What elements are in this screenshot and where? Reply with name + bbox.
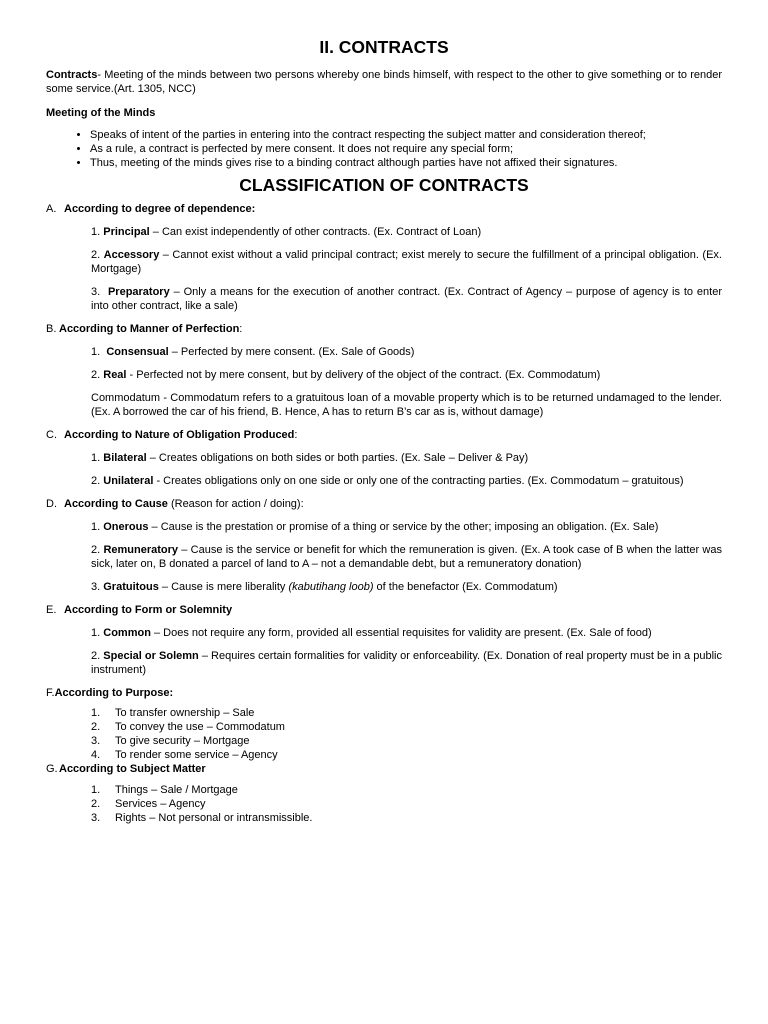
item-name: Consensual [106, 346, 169, 358]
definition-term: Contracts [46, 69, 98, 81]
section-d-item [91, 543, 722, 571]
section-letter: F. [46, 687, 55, 699]
item-text-tail: of the benefactor (Ex. Commodatum) [373, 581, 558, 593]
section-d-heading [46, 497, 722, 511]
section-label: According to Purpose: [54, 687, 174, 699]
section-f-heading [46, 686, 722, 700]
section-d-item [91, 520, 722, 534]
section-letter: B. [46, 323, 57, 335]
section-letter: A. [46, 203, 57, 215]
item-number: 2. [91, 369, 101, 381]
document-title: II. CONTRACTS [319, 37, 449, 57]
item-number: 1. [91, 521, 101, 533]
list-item: 2. Services – Agency [91, 798, 206, 810]
section-a-item [91, 225, 722, 239]
item-number: 1. [91, 226, 101, 238]
item-name: Accessory [103, 249, 160, 261]
item-name: Special or Solemn [103, 650, 199, 662]
item-text: - Perfected not by mere consent, but by delivery of the object of the contract. (Ex. Commodatum) [126, 369, 601, 381]
item-number: 2. [91, 475, 101, 487]
item-name: Principal [103, 226, 150, 238]
item-number: 1. [91, 627, 101, 639]
item-text: – Only a means for the execution of another contract. (Ex. Contract of Agency – purpose of agency is to enter into other contract, like a sale) [91, 286, 722, 312]
list-item: 3. To give security – Mortgage [91, 735, 250, 747]
commodatum-note: Commodatum - Commodatum refers to a gratuitous loan of a movable property which is to be returned undamaged to the lender. (Ex. A borrowed the car of his friend, B. Hence, A has to return B’s car as is, without damage) [91, 392, 722, 418]
definition-text: - Meeting of the minds between two persons whereby one binds himself, with respect to the other to give something or to render some service.(Art. 1305, NCC) [46, 69, 722, 95]
item-text: – Creates obligations on both sides or both parties. (Ex. Sale – Deliver & Pay) [146, 452, 529, 464]
section-label: According to Nature of Obligation Produced [64, 429, 295, 441]
section-d-item [91, 580, 722, 594]
item-number: 3. [91, 581, 101, 593]
item-text: – Cause is mere liberality [158, 581, 289, 593]
item-number: 1. [91, 346, 101, 358]
item-number: 2. [91, 249, 101, 261]
section-label: According to Cause [64, 498, 168, 510]
item-text: – Can exist independently of other contracts. (Ex. Contract of Loan) [149, 226, 482, 238]
item-name: Common [103, 627, 151, 639]
meeting-bullet: • As a rule, a contract is perfected by mere consent. It does not require any special form; [90, 142, 722, 156]
section-b-item [91, 345, 722, 359]
section-e-heading [46, 603, 722, 617]
section-suffix: : [239, 323, 243, 335]
item-text: - Creates obligations only on one side or only one of the contracting parties. (Ex. Commodatum – gratuitous) [153, 475, 684, 487]
section-g-heading [46, 762, 722, 776]
item-name: Remuneratory [103, 544, 179, 556]
meeting-bullet: • Thus, meeting of the minds gives rise to a binding contract although parties have not affixed their signatures. [90, 156, 722, 170]
section-label: According to degree of dependence: [64, 203, 256, 215]
item-text: – Perfected by mere consent. (Ex. Sale of Goods) [168, 346, 415, 358]
section-letter: G. [46, 763, 58, 775]
section-c-heading [46, 428, 722, 442]
section-e-item [91, 649, 722, 677]
subject-matter-list [46, 783, 722, 825]
list-item: 3. Rights – Not personal or intransmissible. [91, 812, 313, 824]
item-name: Preparatory [107, 286, 170, 298]
item-name: Real [103, 369, 127, 381]
item-name: Unilateral [103, 475, 154, 487]
item-number: 2. [91, 650, 101, 662]
item-italic: (kabutihang loob) [288, 581, 374, 593]
section-e-item [91, 626, 722, 640]
list-item: 2. To convey the use – Commodatum [91, 721, 285, 733]
item-number: 3. [91, 286, 101, 298]
section-suffix: : [294, 429, 298, 441]
item-text: – Does not require any form, provided all essential requisites for validity are present. (Ex. Sale of food) [150, 627, 652, 639]
section-label: According to Form or Solemnity [64, 604, 233, 616]
meeting-bullets [46, 128, 722, 170]
section-a-item [91, 285, 722, 313]
list-item: 1. To transfer ownership – Sale [91, 707, 255, 719]
classification-title: CLASSIFICATION OF CONTRACTS [239, 175, 529, 195]
section-c-item [91, 451, 722, 465]
item-text: – Cause is the prestation or promise of a thing or service by the other; imposing an obligation. (Ex. Sale) [148, 521, 659, 533]
item-number: 1. [91, 452, 101, 464]
section-b-item [91, 368, 722, 382]
section-b-heading [46, 322, 722, 336]
section-letter: E. [46, 604, 57, 616]
item-name: Bilateral [103, 452, 147, 464]
meeting-bullet: • Speaks of intent of the parties in entering into the contract respecting the subject matter and consideration thereof; [90, 128, 722, 142]
section-a-heading [46, 202, 722, 216]
section-label: According to Subject Matter [59, 763, 206, 775]
list-item: 1. Things – Sale / Mortgage [91, 784, 238, 796]
section-label: According to Manner of Perfection [59, 323, 240, 335]
section-letter: C. [46, 429, 57, 441]
item-text: – Cannot exist without a valid principal contract; exist merely to secure the fulfillment of a principal obligation. (Ex. Mortgage) [91, 249, 722, 275]
purpose-list [46, 706, 722, 762]
meeting-heading: Meeting of the Minds [46, 107, 156, 119]
item-text: – Cause is the service or benefit for which the remuneration is given. (Ex. A took case of B when the latter was sick, later on, B donated a parcel of land to A – not a demandable debt, but a remuneratory donation) [91, 544, 722, 570]
list-item: 4. To render some service – Agency [91, 749, 278, 761]
section-letter: D. [46, 498, 57, 510]
section-c-item [91, 474, 722, 488]
contracts-definition [46, 68, 722, 96]
item-text: – Requires certain formalities for validity or enforceability. (Ex. Donation of real property must be in a public instrument) [91, 650, 722, 676]
section-a-item [91, 248, 722, 276]
item-name: Onerous [103, 521, 149, 533]
item-number: 2. [91, 544, 101, 556]
section-suffix: (Reason for action / doing): [167, 498, 304, 510]
item-name: Gratuitous [103, 581, 159, 593]
